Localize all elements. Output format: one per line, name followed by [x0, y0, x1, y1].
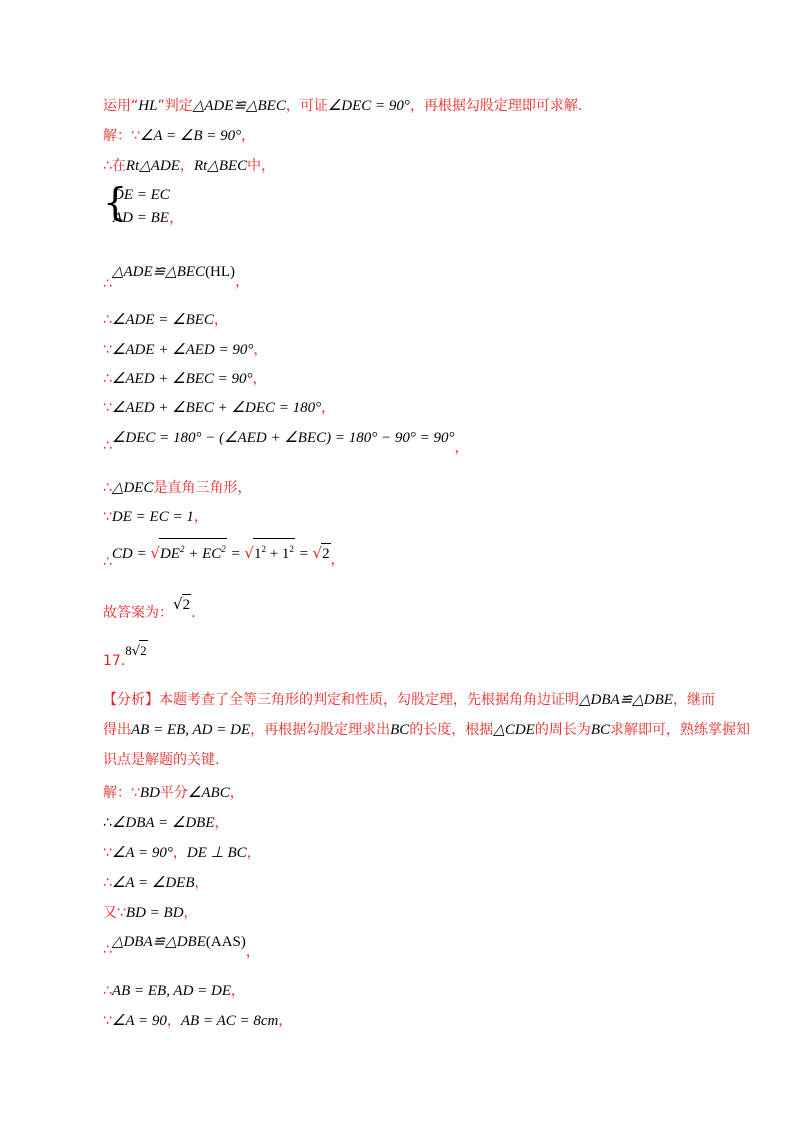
- line-question-17: [103, 640, 148, 669]
- exponent: 2: [179, 544, 185, 554]
- text: ，: [454, 440, 469, 456]
- text: ，: [183, 905, 198, 921]
- text: 平分: [159, 785, 188, 801]
- text: ，: [253, 342, 268, 358]
- text: ，: [330, 552, 345, 568]
- text: ，: [166, 1013, 181, 1029]
- text: ，: [214, 815, 229, 831]
- sqrt-icon: √: [312, 544, 323, 562]
- text: ，: [229, 785, 244, 801]
- line-congruence-hl: [103, 262, 250, 292]
- analysis-line-2: [103, 720, 750, 740]
- text: ，: [321, 400, 336, 416]
- text: ∴: [103, 983, 112, 999]
- math: △ADE≌△BEC: [192, 98, 286, 114]
- math: =: [294, 546, 313, 562]
- exponent: 2: [221, 544, 226, 554]
- math: △DBA≌△DBE: [111, 934, 206, 950]
- math: ∠AED + ∠BEC = 90°: [111, 371, 253, 387]
- text: ，: [179, 158, 194, 174]
- equation-2-row: [113, 207, 184, 228]
- math: HL: [138, 98, 158, 114]
- analysis-line-3: [103, 750, 219, 770]
- equation-2: AD = BE: [113, 210, 169, 226]
- text: ，: [245, 944, 260, 960]
- text: 又∵: [103, 905, 126, 921]
- math: △ADE≌△BEC: [111, 264, 206, 280]
- text: ，: [172, 845, 187, 861]
- text: ，: [278, 1013, 293, 1029]
- math: ∠DEC = 90°: [327, 98, 410, 114]
- math: ∠DEC = 180° − (∠AED + ∠BEC) = 180° − 90° = 90°: [111, 430, 455, 446]
- math: (AAS): [205, 934, 246, 950]
- math: Rt△BEC: [193, 158, 248, 174]
- line-step: [103, 873, 209, 893]
- text: ，: [231, 983, 246, 999]
- question-number: 17.: [103, 653, 126, 669]
- text: .: [191, 605, 196, 621]
- line-step: [103, 843, 261, 863]
- text: ∵: [103, 342, 112, 358]
- line-step: [103, 981, 245, 1001]
- line-step: [103, 507, 208, 527]
- text: 识点是解题的关键.: [103, 752, 220, 768]
- math: AB = EB, AD = DE: [131, 722, 251, 738]
- math: ∠DBA = ∠DBE: [111, 815, 215, 831]
- text: ∴: [103, 371, 112, 387]
- analysis-line-1: [103, 690, 715, 710]
- equation-1: DE = EC: [113, 187, 170, 203]
- therefore-symbol: ∴: [103, 554, 112, 570]
- math: △CDE: [493, 722, 535, 738]
- text: ，: [168, 208, 184, 226]
- math: BD = BD: [125, 905, 184, 921]
- line-step: [103, 428, 469, 456]
- text: ∵: [103, 400, 112, 416]
- math: △DBA≌△DBE: [579, 692, 673, 708]
- text: ，: [241, 128, 256, 144]
- text: 的周长为: [534, 722, 591, 738]
- text: 解：∵: [103, 128, 140, 144]
- text: ∴: [103, 480, 112, 496]
- text: 解：∵: [103, 785, 140, 801]
- text: ，: [252, 371, 267, 387]
- math: AB = EB, AD = DE: [111, 983, 232, 999]
- line-solution-17: [103, 783, 244, 803]
- text: ，: [213, 312, 228, 328]
- line-hl-intro: [103, 96, 582, 116]
- math: ∠A = 90: [111, 1013, 167, 1029]
- line-congruence-aas: [103, 932, 260, 960]
- therefore-symbol: ∴: [103, 942, 112, 958]
- math: ∠ABC: [187, 785, 230, 801]
- sqrt-icon: √: [131, 644, 141, 659]
- line-step: [103, 813, 228, 833]
- math: BC: [590, 722, 611, 738]
- math: BC: [390, 722, 410, 738]
- therefore-symbol: ∴: [103, 276, 112, 292]
- line-solution-start: [103, 126, 255, 146]
- text: ∵: [103, 1013, 112, 1029]
- math: + 1: [265, 546, 290, 562]
- text: 求解即可，熟练掌握知: [610, 722, 751, 738]
- text: ∴: [103, 815, 112, 831]
- exponent: 2: [261, 544, 266, 554]
- text: ，可证: [285, 98, 328, 114]
- math: ∠ADE = ∠BEC: [111, 312, 214, 328]
- math: DE = EC = 1: [111, 509, 194, 525]
- radicand: [159, 538, 227, 564]
- line-step: [103, 310, 228, 330]
- radicand: 2: [321, 543, 331, 564]
- text: ∵: [103, 845, 112, 861]
- therefore-symbol: ∴: [103, 438, 112, 454]
- text: ∴: [103, 312, 112, 328]
- line-step: [103, 903, 198, 923]
- math: CD =: [111, 546, 151, 562]
- sqrt-icon: √: [150, 544, 160, 562]
- math: 1: [253, 546, 262, 562]
- text: ，: [194, 875, 209, 891]
- line-step: [103, 398, 335, 418]
- text: 得出: [103, 722, 131, 738]
- radicand: [253, 538, 295, 564]
- radicand: 2: [182, 594, 192, 615]
- math: =: [226, 546, 245, 562]
- sqrt-icon: √: [244, 544, 254, 562]
- text: 运用“: [103, 98, 139, 114]
- text: ∵: [103, 509, 112, 525]
- line-step: [103, 369, 267, 389]
- text: ，: [193, 509, 208, 525]
- math: DE ⊥ BC: [186, 845, 247, 861]
- math: 8: [125, 643, 132, 658]
- line-in-triangles: [103, 156, 275, 176]
- exponent: 2: [289, 544, 294, 554]
- math: Rt△ADE: [125, 158, 180, 174]
- text: 故答案为：: [103, 605, 173, 621]
- math: DE: [159, 546, 180, 562]
- text: ，再根据勾股定理即可求解.: [409, 98, 583, 114]
- math: ∠A = 90°: [111, 845, 173, 861]
- sqrt-icon: √: [173, 595, 183, 613]
- text: 的长度，根据: [409, 722, 494, 738]
- text: 中，: [247, 158, 276, 174]
- math: (HL): [205, 264, 236, 280]
- line-right-triangle: [103, 478, 251, 498]
- math: ∠A = ∠B = 90°: [139, 128, 242, 144]
- text: 是直角三角形，: [153, 480, 252, 496]
- line-step: [103, 1011, 292, 1031]
- math: ∠A = ∠DEB: [111, 875, 195, 891]
- text: ，: [246, 845, 261, 861]
- math: ∠ADE + ∠AED = 90°: [111, 342, 254, 358]
- text: ，继而: [672, 692, 715, 708]
- text: ∴在: [103, 158, 126, 174]
- math: + EC: [184, 546, 222, 562]
- line-cd-length: [103, 538, 345, 570]
- text: ”判定: [157, 98, 193, 114]
- line-step: [103, 340, 267, 360]
- math: BD: [139, 785, 160, 801]
- text: ，再根据勾股定理求出: [250, 722, 391, 738]
- math: AB = AC = 8cm: [180, 1013, 279, 1029]
- text: ，: [235, 274, 250, 290]
- math: △DEC: [111, 480, 154, 496]
- text: ∴: [103, 875, 112, 891]
- line-answer: [103, 594, 196, 621]
- math: ∠AED + ∠BEC + ∠DEC = 180°: [111, 400, 322, 416]
- radicand: 2: [139, 640, 148, 661]
- left-brace: {: [103, 180, 128, 224]
- text: 【分析】本题考查了全等三角形的判定和性质，勾股定理，先根据角角边证明: [103, 692, 579, 708]
